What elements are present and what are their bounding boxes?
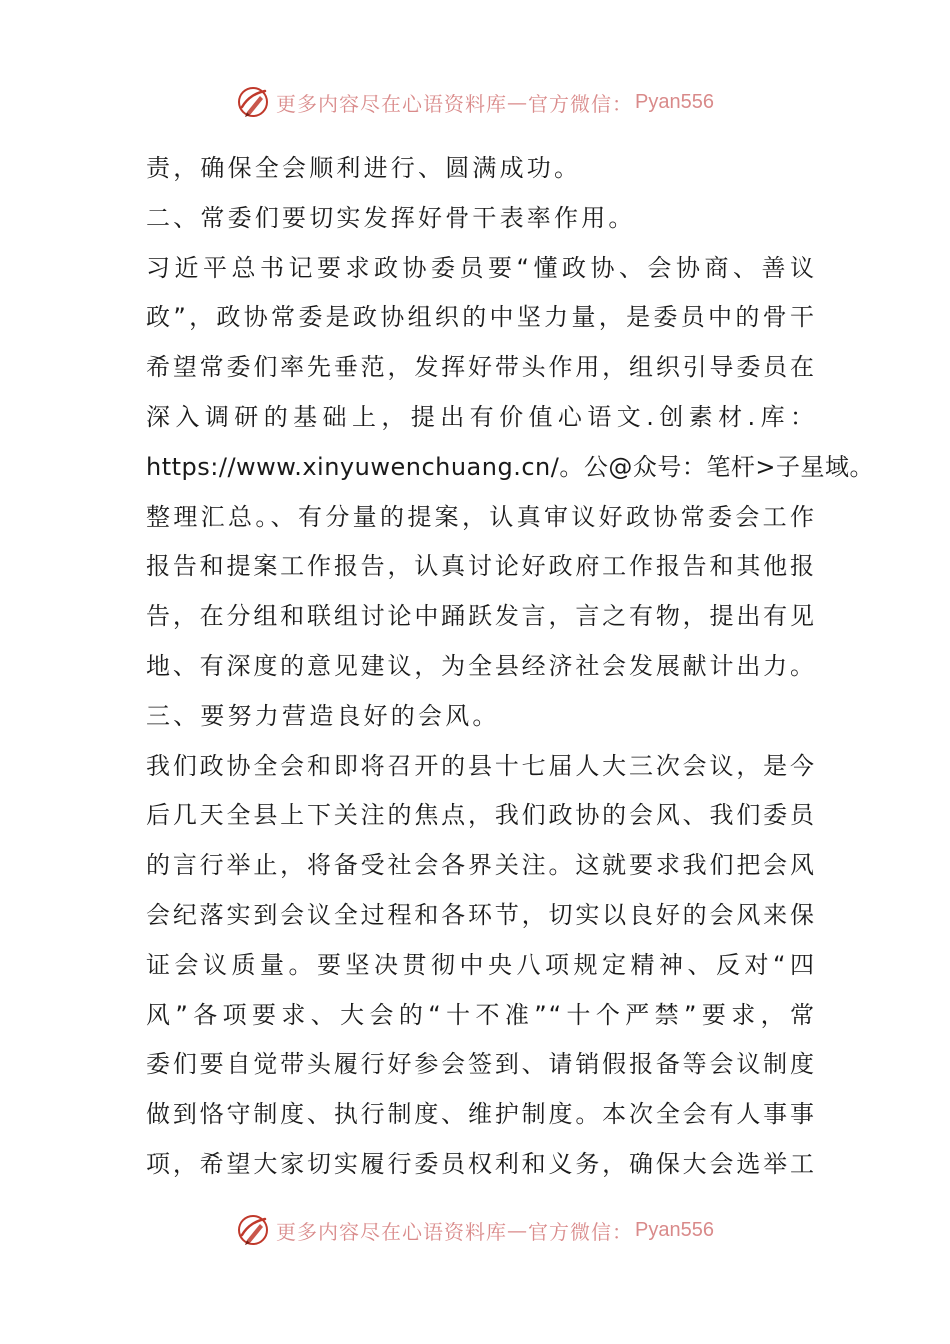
header-banner [0, 82, 950, 122]
footer-wechat-id: Pyan556 [635, 1218, 714, 1241]
footer-separator: — [507, 1218, 529, 1242]
body-line: 责，确保全会顺利进行、圆满成功。 [146, 154, 582, 182]
body-line: 委们要自觉带头履行好参会签到、请销假报备等会议制度 [146, 1050, 816, 1079]
header-wechat-id: Pyan556 [635, 90, 714, 113]
body-line: 项，希望大家切实履行委员权利和义务，确保大会选举工 [146, 1149, 816, 1178]
footer-wechat-label: 官方微信： [528, 1219, 634, 1244]
body-line: 我们政协全会和即将召开的县十七届人大三次会议，是今 [146, 751, 816, 780]
header-brand: 更多内容尽在心语资料库 [276, 91, 508, 116]
header-separator: — [507, 90, 529, 114]
body-line: 习近平总书记要求政协委员要“懂政协、会协商、善议 [146, 253, 816, 282]
body-line: 深入调研的基础上，提出有价值心语文.创素材.库： [146, 402, 816, 431]
body-line: 告，在分组和联组讨论中踊跃发言，言之有物，提出有见 [146, 602, 816, 631]
body-line: 政”，政协常委是政协组织的中坚力量，是委员中的骨干 [146, 303, 816, 332]
pen-logo-icon [236, 85, 270, 119]
body-line: https://www.xinyuwenchuang.cn/。公@众号：笔杆>子星域。 [146, 452, 874, 481]
section-heading: 二、常委们要切实发挥好骨干表率作用。 [146, 203, 636, 232]
pen-logo-icon [236, 1213, 270, 1247]
body-line: 整理汇总。、有分量的提案，认真审议好政协常委会工作 [146, 502, 816, 531]
body-line: 希望常委们率先垂范，发挥好带头作用，组织引导委员在 [146, 353, 816, 382]
body-line: 地、有深度的意见建议，为全县经济社会发展献计出力。 [146, 651, 816, 680]
body-line: 会纪落实到会议全过程和各环节，切实以良好的会风来保 [146, 900, 816, 929]
body-line: 风”各项要求、大会的“十不准”“十个严禁”要求，常 [146, 1000, 816, 1029]
body-line: 证会议质量。要坚决贯彻中央八项规定精神、反对“四 [146, 950, 816, 979]
document-body [146, 144, 874, 1190]
header-wechat-label: 官方微信： [528, 91, 634, 116]
body-line: 的言行举止，将备受社会各界关注。这就要求我们把会风 [146, 851, 816, 880]
footer-banner [0, 1210, 950, 1250]
footer-brand: 更多内容尽在心语资料库 [276, 1219, 508, 1244]
body-line: 做到恪守制度、执行制度、维护制度。本次全会有人事事 [146, 1100, 816, 1129]
body-line: 后几天全县上下关注的焦点，我们政协的会风、我们委员 [146, 801, 816, 830]
section-heading: 三、要努力营造良好的会风。 [146, 701, 500, 730]
body-line: 报告和提案工作报告，认真讨论好政府工作报告和其他报 [146, 552, 816, 581]
